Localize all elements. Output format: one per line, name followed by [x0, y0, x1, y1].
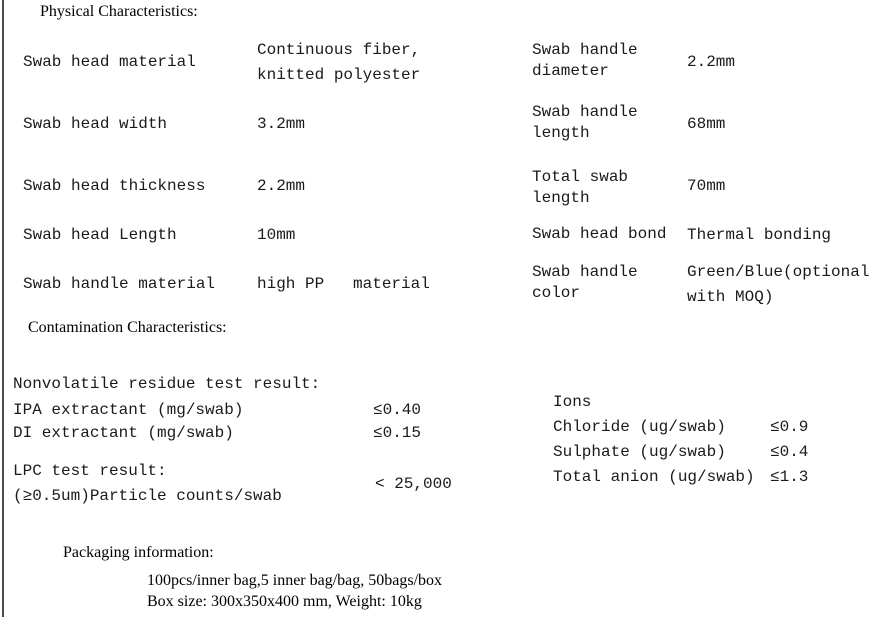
packaging-line-bags: 100pcs/inner bag,5 inner bag/bag, 50bags/box — [147, 572, 443, 589]
spec-value-head-width: 3.2mm — [257, 115, 306, 133]
nvr-heading: Nonvolatile residue test result: — [13, 375, 321, 393]
spec-value-head-material: Continuous fiber, knitted polyester — [257, 41, 430, 84]
nvr-value-ipa: ≤0.40 — [373, 401, 422, 419]
ion-value-chloride: ≤0.9 — [770, 418, 809, 436]
spec-label-total-length: Total swab length — [532, 168, 638, 207]
nvr-label-di: DI extractant (mg/swab) — [13, 424, 234, 442]
nvr-value-di: ≤0.15 — [373, 424, 422, 442]
ion-label-total-anion: Total anion (ug/swab) — [553, 468, 755, 486]
packaging-line-box-size: Box size: 300x350x400 mm, Weight: 10kg — [147, 593, 422, 610]
lpc-heading: LPC test result: — [13, 462, 167, 480]
section-title-physical: Physical Characteristics: — [40, 3, 198, 20]
spec-value-handle-length: 68mm — [687, 115, 726, 133]
ion-value-sulphate: ≤0.4 — [770, 443, 809, 461]
spec-label-head-thickness: Swab head thickness — [23, 177, 206, 195]
spec-label-head-material: Swab head material — [23, 53, 196, 71]
spec-value-handle-material: high PP material — [257, 275, 430, 293]
left-border-rule — [2, 0, 4, 617]
nvr-label-ipa: IPA extractant (mg/swab) — [13, 401, 244, 419]
ion-value-total-anion: ≤1.3 — [770, 468, 809, 486]
spec-value-head-length: 10mm — [257, 226, 296, 244]
spec-value-handle-color: Green/Blue(optional with MOQ) — [687, 263, 880, 306]
spec-label-head-width: Swab head width — [23, 115, 168, 133]
spec-label-handle-material: Swab handle material — [23, 275, 216, 293]
spec-label-head-bond: Swab head bond — [532, 225, 667, 243]
spec-value-total-length: 70mm — [687, 177, 726, 195]
ions-heading: Ions — [553, 393, 592, 411]
spec-label-handle-diameter: Swab handle diameter — [532, 41, 648, 80]
spec-label-handle-color: Swab handle color — [532, 263, 648, 302]
spec-value-head-bond: Thermal bonding — [687, 226, 832, 244]
section-title-contamination: Contamination Characteristics: — [28, 319, 227, 336]
spec-value-handle-diameter: 2.2mm — [687, 53, 736, 71]
spec-label-head-length: Swab head Length — [23, 226, 177, 244]
spec-label-handle-length: Swab handle length — [532, 103, 648, 142]
section-title-packaging: Packaging information: — [63, 544, 214, 561]
ion-label-chloride: Chloride (ug/swab) — [553, 418, 726, 436]
ion-label-sulphate: Sulphate (ug/swab) — [553, 443, 726, 461]
spec-value-head-thickness: 2.2mm — [257, 177, 306, 195]
lpc-condition: (≥0.5um)Particle counts/swab — [13, 487, 282, 505]
lpc-value: < 25,000 — [375, 475, 452, 493]
